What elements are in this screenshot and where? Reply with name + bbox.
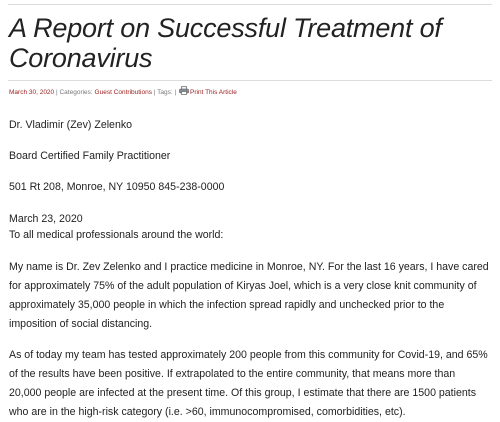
paragraph-2: As of today my team has tested approximately 200 people from this community for Covid-19, and 65% of the results have been positive. If extrapolated to the entire community, that means more than 20,000 people are infected at the present time. Of this group, I estimate that there are 1500 patients who are in the high-risk category (i.e. >60, immunocompromised, comorbidities, etc). <box>9 349 488 418</box>
category-link[interactable]: Guest Contributions <box>94 89 152 96</box>
print-article-link[interactable]: Print This Article <box>190 89 237 96</box>
tags-label: Tags: <box>157 89 175 96</box>
meta-separator: | <box>174 89 179 96</box>
printer-icon[interactable] <box>179 86 189 95</box>
paragraph-1: My name is Dr. Zev Zelenko and I practice medicine in Monroe, NY. For the last 16 years, I have cared for approximately 75% of the adult population of Kiryas Joel, which is a very close knit community of approximately 35,000 people in which the infection spread rapidly and unchecked prior to the imposition of social distancing. <box>9 261 489 330</box>
top-divider <box>8 4 492 5</box>
author-name: Dr. Vladimir (Zev) Zelenko <box>9 119 133 131</box>
article-title: A Report on Successful Treatment of Coronavirus <box>9 13 442 73</box>
post-date-link[interactable]: March 30, 2020 <box>9 89 55 96</box>
meta-separator: | <box>151 89 158 96</box>
author-address: 501 Rt 208, Monroe, NY 10950 845-238-0000 <box>9 181 225 193</box>
article-meta <box>9 86 237 99</box>
letter-date: March 23, 2020 <box>9 213 83 225</box>
categories-label: Categories: <box>59 89 95 96</box>
salutation: To all medical professionals around the world: <box>9 229 224 241</box>
author-title: Board Certified Family Practitioner <box>9 150 171 162</box>
meta-separator: | <box>54 89 60 96</box>
title-divider <box>8 80 492 81</box>
